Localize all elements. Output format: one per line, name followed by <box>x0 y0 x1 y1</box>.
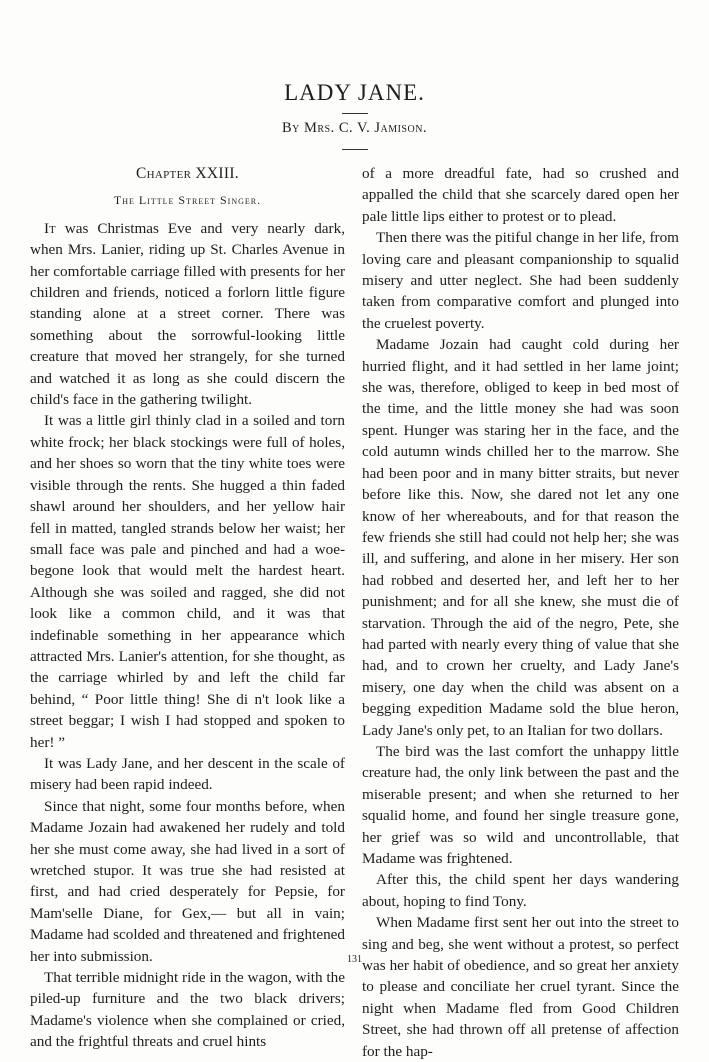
paragraph <box>30 218 345 411</box>
title-rule <box>342 113 368 114</box>
byline-rule <box>342 149 368 150</box>
left-paragraphs <box>30 218 345 1053</box>
chapter-heading: Chapter XXIII. <box>136 165 239 182</box>
right-paragraphs <box>362 163 679 1062</box>
paragraph <box>362 869 679 912</box>
byline: By Mrs. C. V. Jamison. <box>281 120 428 136</box>
paragraph-text: It was Lady Jane, and her descent in the scale of misery had been rapid indeed. <box>30 754 345 794</box>
paragraph <box>30 753 345 796</box>
paragraph <box>362 163 679 227</box>
paragraph-text: When Madame first sent her out into the street to sing and beg, she went without a protest, so perfect was her habit of obedience, and so great her anxiety to please and conciliate her cruel tyrant. Since the night when Madame fled from Good Children Street, she had thrown off all pretense of affection for the hap- <box>362 914 679 1060</box>
paragraph <box>362 912 679 1062</box>
paragraph-lead-word: It <box>44 219 56 237</box>
right-column <box>362 163 679 1062</box>
paragraph-text: After this, the child spent her days wandering about, hoping to find Tony. <box>362 871 679 910</box>
paragraph-text: of a more dreadful fate, had so crushed and appalled the child that she scarcely dared open her pale little lips either to protest or to plead. <box>362 165 679 225</box>
paragraph-text: That terrible midnight ride in the wagon, with the piled-up furniture and the two black drivers; Madame's violence when she complained or cried, and the frightful threats and cruel hints <box>30 969 345 1051</box>
page-number: 131 <box>347 954 362 965</box>
article-title: LADY JANE. <box>284 80 425 105</box>
chapter-subheading: The Little Street Singer. <box>113 193 262 208</box>
paragraph <box>362 334 679 741</box>
paragraph-text: Madame Jozain had caught cold during her hurried flight, and it had settled in her lame joint; she was, therefore, obliged to keep in bed most of the time, and the little money she had was soon spent. Hunger was staring her in the face, and the cold autumn winds chilled her to the marrow. She had been poor and in many bitter straits, but never before like this. Now, she dared not let any one know of her whereabouts, and for that reason the few friends she still had could not help her; she was ill, and suffering, and alone in her misery. Her son had robbed and deserted her, and left her to her punishment; and for all she knew, she must die of starvation. Through the aid of the negro, Pete, she had parted with nearly every thing of value that she had, and to crown her cruelty, and Lady Jane's misery, one day when the child was absent on a begging expedition Madame sold the blue heron, Lady Jane's only pet, to an Italian for two dollars. <box>362 336 679 739</box>
paragraph-text: Then there was the pitiful change in her life, from loving care and pleasant companionship to squalid misery and utter neglect. She had been suddenly taken from comparative comfort and plunged into the cruelest poverty. <box>362 229 679 332</box>
paragraph <box>362 227 679 334</box>
left-column <box>30 163 345 1053</box>
paragraph <box>30 967 345 1053</box>
paragraph-text: Since that night, some four months before, when Madame Jozain had awakened her rudely and told her she must come away, she had lived in a sort of wretched stupor. It was true she had resisted at first, and had cried desperately for Pepsie, for Mam'selle Diane, for Gex,— but all in vain; Madame had scolded and threatened and frightened her into submission. <box>30 797 345 965</box>
paragraph-text: The bird was the last comfort the unhappy little creature had, the only link between the past and the miserable present; and when she returned to her squalid home, and found her single treasure gone, her grief was so wild and uncontrollable, that Madame was frightened. <box>362 742 679 867</box>
paragraph <box>30 410 345 753</box>
paragraph-text: It was a little girl thinly clad in a soiled and torn white frock; her black stockings were full of holes, and her shoes so worn that the tiny white toes were visible through the rents. She hugged a thin faded shawl around her shoulders, and her yellow hair fell in matted, tangled strands below her waist; her small face was pale and pinched and had a woe-begone look that would melt the hardest heart. Although she was soiled and ragged, she did not look like a common child, and it was that indefinable something in her appearance which attracted Mrs. Lanier's attention, for she thought, as the carriage whirled by and left the child far behind, “ Poor little thing! She di n't look like a street beggar; I wish I had stopped and spoken to her! ” <box>30 412 345 751</box>
paragraph <box>30 796 345 967</box>
paragraph <box>362 741 679 869</box>
paragraph-text: was Christmas Eve and very nearly dark, when Mrs. Lanier, riding up St. Charles Avenue in her comfortable carriage filled with presents for her children and friends, noticed a forlorn little figure standing alone at a street corner. There was something about the sorrowful-looking little creature that moved her strangely, for she turned and watched it as long as she could discern the child's face in the gathering twilight. <box>30 219 345 409</box>
